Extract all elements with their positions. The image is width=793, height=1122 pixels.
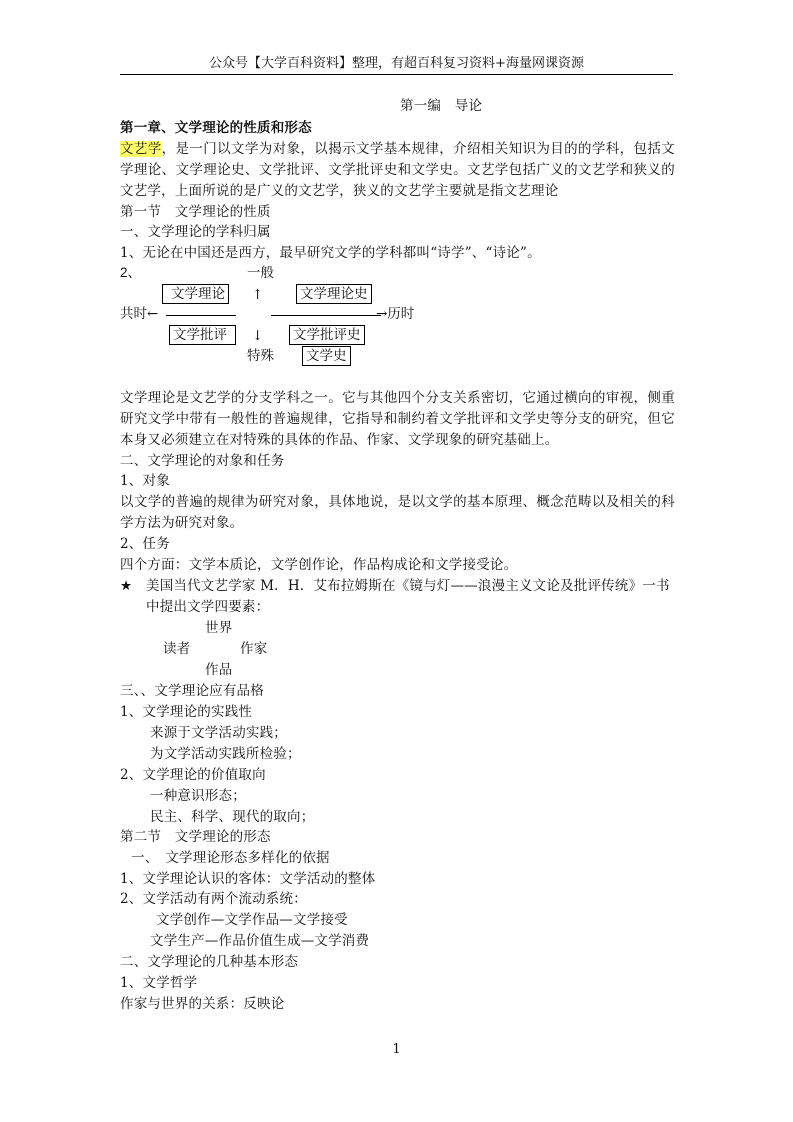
- section-2-title: 第二节 文学理论的形态: [120, 829, 271, 845]
- diagram-top-label: 一般: [247, 265, 274, 281]
- s1-sub2-item-2: 2、任务: [120, 536, 170, 552]
- star-icon: ★: [120, 578, 133, 594]
- s1-subheading-2: 二、文学理论的对象和任务: [120, 453, 285, 469]
- part-title: 第一编 导论: [400, 98, 483, 114]
- star-note-line-2: 中提出文学四要素：: [146, 599, 270, 615]
- up-arrow-icon: ↑: [252, 287, 264, 303]
- s2-subheading-2: 二、文学理论的几种基本形态: [120, 954, 299, 970]
- right-axis-line: [271, 315, 381, 316]
- box-lit-history: 文学史: [302, 346, 351, 366]
- chapter-title: 第一章、文学理论的性质和形态: [120, 120, 312, 136]
- synchronic-label: 共时←: [120, 306, 159, 322]
- s1-sub3-item-2: 2、文学理论的价值取向: [120, 767, 266, 783]
- s1-subheading-1: 一、文学理论的学科归属: [120, 224, 271, 240]
- highlighted-term: 文艺学: [120, 141, 162, 157]
- s2-sub2-item-1: 1、文学哲学: [120, 975, 198, 991]
- philosophy-text: 作家与世界的关系：反映论: [120, 996, 285, 1012]
- section-1-title: 第一节 文学理论的性质: [120, 204, 271, 220]
- task-text: 四个方面：文学本质论，文学创作论，作品构成论和文学接受论。: [120, 557, 518, 573]
- object-paragraph: 以文学的普遍的规律为研究对象，具体地说，是以文学的基本原理、概念范畴以及相关的科学方法为研究对象。: [120, 494, 675, 531]
- diachronic-label: →历时: [376, 306, 415, 322]
- practice-point-1: 来源于文学活动实践；: [150, 725, 287, 741]
- box-lit-theory-history: 文学理论史: [296, 284, 372, 304]
- down-arrow-icon: ↓: [252, 328, 264, 344]
- diagram-number: 2、: [120, 265, 142, 280]
- flow-system-2: 文学生产—作品价值生成—文学消费: [150, 933, 370, 949]
- box-lit-criticism-history: 文学批评史: [289, 325, 365, 345]
- element-reader: 读者: [163, 641, 191, 657]
- page-number: 1: [392, 1042, 401, 1057]
- header-divider: [120, 74, 673, 75]
- value-point-2: 民主、科学、现代的取向；: [150, 809, 315, 825]
- box-lit-criticism: 文学批评: [169, 325, 236, 345]
- s2-subheading-1: 一、 文学理论形态多样化的依据: [131, 850, 330, 866]
- diagram-bottom-label: 特殊: [247, 348, 274, 364]
- flow-system-1: 文学创作—文学作品—文学接受: [156, 912, 348, 928]
- s2-sub1-item-1: 1、文学理论认识的客体：文学活动的整体: [120, 871, 376, 887]
- intro-text: ，是一门以文学为对象，以揭示文学基本规律，介绍相关知识为目的的学科，包括文学理论、文学理论史、文学批评、文学批评史和文学史。文艺学包括广义的文艺学和狭义的文艺学，上面所说的是广义的文艺学，狭义的文艺学主要就是指文艺理论: [120, 141, 675, 199]
- header-text: 公众号【大学百科资料】整理，有超百科复习资料+海量网课资源: [209, 56, 584, 71]
- s1-sub2-item-1: 1、对象: [120, 473, 170, 489]
- element-world: 世界: [205, 620, 233, 636]
- element-writer: 作家: [240, 641, 268, 657]
- s2-sub1-item-2: 2、文学活动有两个流动系统：: [120, 891, 307, 907]
- value-point-1: 一种意识形态；: [150, 788, 246, 804]
- element-work: 作品: [205, 662, 233, 678]
- practice-point-2: 为文学活动实践所检验；: [150, 746, 301, 762]
- left-axis-line: [166, 315, 236, 316]
- s1-item-1: 1、无论在中国还是西方，最早研究文学的学科都叫“诗学”、“诗论”。: [120, 245, 541, 261]
- s1-sub3-item-1: 1、文学理论的实践性: [120, 704, 253, 720]
- s1-subheading-3: 三、、文学理论应有品格: [120, 683, 264, 699]
- star-note-line-1: 美国当代文艺学家 M．H．艾布拉姆斯在《镜与灯——浪漫主义文论及批评传统》一书: [146, 578, 670, 594]
- box-lit-theory: 文学理论: [162, 284, 229, 304]
- theory-paragraph: 文学理论是文艺学的分支学科之一。它与其他四个分支关系密切，它通过横向的审视，侧重研究文学中带有一般性的普遍规律，它指导和制约着文学批评和文学史等分支的研究，但它本身又必须建立在对特殊的具体的作品、作家、文学现象的研究基础上。: [120, 390, 675, 448]
- intro-paragraph: [120, 139, 675, 202]
